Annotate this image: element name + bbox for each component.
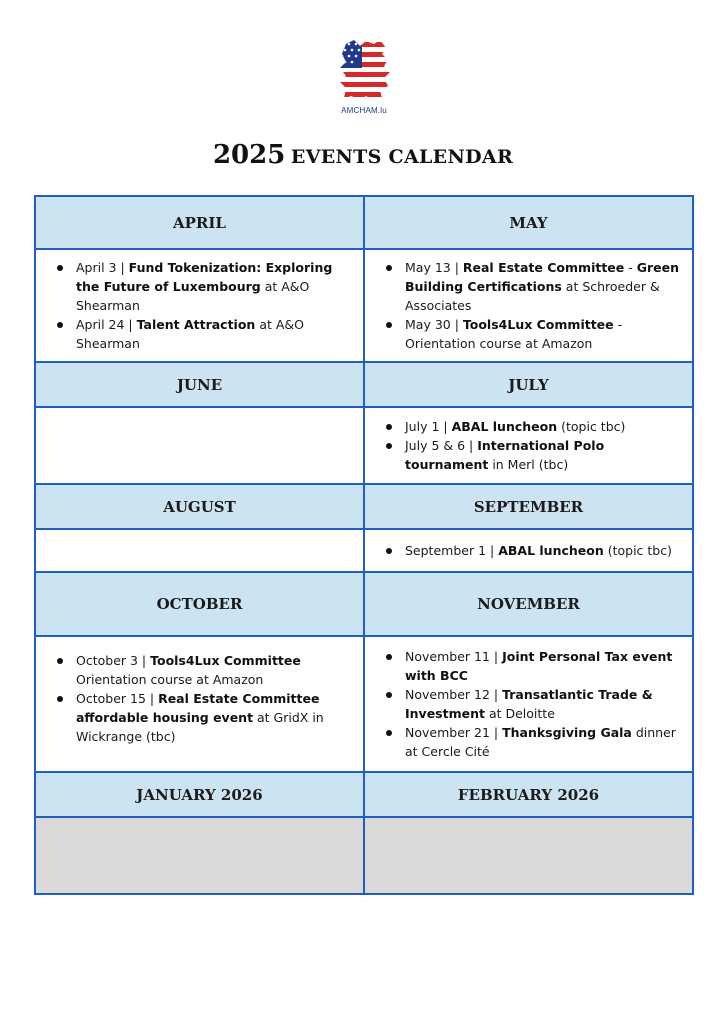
event-item: November 11 | Joint Personal Tax event with BCC xyxy=(405,647,682,685)
header-row-jun-jul xyxy=(35,362,693,407)
event-item: July 1 | ABAL luncheon (topic tbc) xyxy=(405,417,682,436)
events-row-jun-jul xyxy=(35,407,693,484)
event-item: November 21 | Thanksgiving Gala dinner at Cercle Cité xyxy=(405,723,682,761)
amcham-logo xyxy=(334,38,394,122)
page-title xyxy=(0,140,726,170)
events-cell-november xyxy=(364,636,693,772)
month-header-november: NOVEMBER xyxy=(364,572,693,636)
events-cell-june xyxy=(35,407,364,484)
event-list-may xyxy=(365,258,692,353)
event-item: October 3 | Tools4Lux Committee Orientation course at Amazon xyxy=(76,651,353,689)
events-calendar-table xyxy=(34,195,694,895)
event-item: April 24 | Talent Attraction at A&O Shearman xyxy=(76,315,353,353)
event-list-july xyxy=(365,417,692,474)
event-list-november xyxy=(365,647,692,761)
events-row-oct-nov xyxy=(35,636,693,772)
month-header-october: OCTOBER xyxy=(35,572,364,636)
month-header-july: JULY xyxy=(364,362,693,407)
event-item: September 1 | ABAL luncheon (topic tbc) xyxy=(405,541,682,560)
event-item: July 5 & 6 | International Polo tournament in Merl (tbc) xyxy=(405,436,682,474)
events-cell-august xyxy=(35,529,364,572)
event-item: November 12 | Transatlantic Trade & Investment at Deloitte xyxy=(405,685,682,723)
events-cell-september xyxy=(364,529,693,572)
header-row-oct-nov xyxy=(35,572,693,636)
events-cell-april xyxy=(35,249,364,362)
month-header-september: SEPTEMBER xyxy=(364,484,693,529)
title-year: 2025 xyxy=(212,140,286,170)
month-header-april: APRIL xyxy=(35,196,364,249)
events-cell-may xyxy=(364,249,693,362)
logo-caption: AMCHAM.lu xyxy=(341,106,387,115)
events-row-aug-sep xyxy=(35,529,693,572)
events-row-jan-feb xyxy=(35,817,693,894)
event-item: October 15 | Real Estate Committee affordable housing event at GridX in Wickrange (tbc) xyxy=(76,689,353,746)
header-row-aug-sep xyxy=(35,484,693,529)
month-header-june: JUNE xyxy=(35,362,364,407)
event-item: May 30 | Tools4Lux Committee - Orientation course at Amazon xyxy=(405,315,682,353)
month-header-august: AUGUST xyxy=(35,484,364,529)
event-list-october xyxy=(36,651,363,746)
events-row-apr-may xyxy=(35,249,693,362)
title-text: EVENTS CALENDAR xyxy=(290,146,514,168)
event-list-april xyxy=(36,258,363,353)
events-cell-january-2026 xyxy=(35,817,364,894)
events-cell-july xyxy=(364,407,693,484)
event-item: May 13 | Real Estate Committee - Green Building Certifications at Schroeder & Associates xyxy=(405,258,682,315)
lion-flag-logo-icon xyxy=(336,38,392,104)
header-row-apr-may xyxy=(35,196,693,249)
event-item: April 3 | Fund Tokenization: Exploring the Future of Luxembourg at A&O Shearman xyxy=(76,258,353,315)
event-list-september xyxy=(365,541,692,560)
month-header-february-2026: FEBRUARY 2026 xyxy=(364,772,693,817)
events-cell-october xyxy=(35,636,364,772)
header-row-jan-feb xyxy=(35,772,693,817)
month-header-january-2026: JANUARY 2026 xyxy=(35,772,364,817)
month-header-may: MAY xyxy=(364,196,693,249)
events-cell-february-2026 xyxy=(364,817,693,894)
